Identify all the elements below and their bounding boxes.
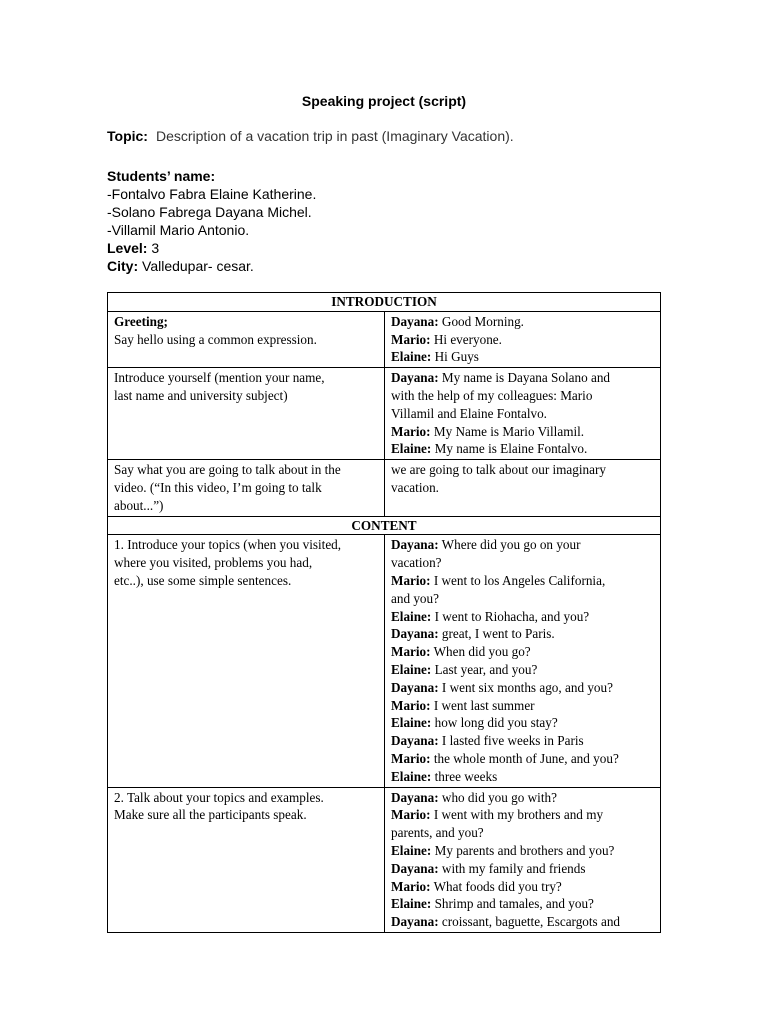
student-info xyxy=(107,167,316,275)
level-value: 3 xyxy=(151,240,160,256)
speaker-name: Elaine: xyxy=(391,842,432,858)
dialogue-line xyxy=(391,625,654,643)
topic-value: Description of a vacation trip in past (Imaginary Vacation). xyxy=(155,128,514,144)
dialogue-cell xyxy=(385,368,661,460)
dialogue-line xyxy=(391,860,654,878)
speaker-name: Dayana: xyxy=(391,733,439,749)
speaker-name: Mario: xyxy=(391,423,431,439)
dialogue-line xyxy=(391,536,654,554)
dialogue-line xyxy=(391,348,654,366)
dialogue-text: vacation? xyxy=(391,555,442,571)
dialogue-line xyxy=(391,732,654,750)
dialogue-line xyxy=(391,679,654,697)
dialogue-line xyxy=(391,479,654,497)
dialogue-line xyxy=(391,572,654,590)
student-name: -Solano Fabrega Dayana Michel. xyxy=(107,204,312,220)
topic-line xyxy=(107,128,514,144)
speaker-name: Dayana: xyxy=(391,789,439,805)
speaker-name: Dayana: xyxy=(391,537,439,553)
speaker-name: Elaine: xyxy=(391,661,432,677)
dialogue-text: three weeks xyxy=(431,768,498,784)
dialogue-cell xyxy=(385,535,661,787)
dialogue-line xyxy=(391,554,654,572)
dialogue-text: Hi Guys xyxy=(431,349,479,365)
student-name: -Fontalvo Fabra Elaine Katherine. xyxy=(107,186,317,202)
dialogue-text: the whole month of June, and you? xyxy=(430,750,619,766)
dialogue-line xyxy=(391,768,654,786)
dialogue-line xyxy=(391,423,654,441)
speaker-name: Dayana: xyxy=(391,914,439,930)
dialogue-text: When did you go? xyxy=(430,644,531,660)
greeting-title: Greeting; xyxy=(114,313,168,329)
dialogue-text: My Name is Mario Villamil. xyxy=(430,423,585,439)
dialogue-text: great, I went to Paris. xyxy=(438,626,555,642)
prompt-text: last name and university subject) xyxy=(114,387,288,403)
speaker-name: Elaine: xyxy=(391,349,432,365)
table-row xyxy=(108,311,661,367)
dialogue-text: parents, and you? xyxy=(391,825,484,841)
speaker-name: Elaine: xyxy=(391,896,432,912)
dialogue-text: we are going to talk about our imaginary xyxy=(391,462,606,478)
speaker-name: Dayana: xyxy=(391,626,439,642)
prompt-text: Say hello using a common expression. xyxy=(114,331,317,347)
dialogue-text: What foods did you try? xyxy=(430,878,562,894)
dialogue-text: I went to Riohacha, and you? xyxy=(431,608,590,624)
dialogue-text: My parents and brothers and you? xyxy=(431,842,615,858)
speaker-name: Elaine: xyxy=(391,608,432,624)
dialogue-text: Good Morning. xyxy=(438,313,524,329)
prompt-text: etc..), use some simple sentences. xyxy=(114,572,292,588)
dialogue-cell xyxy=(385,460,661,516)
dialogue-text: with my family and friends xyxy=(438,860,586,876)
prompt-cell xyxy=(108,787,385,932)
dialogue-line xyxy=(391,387,654,405)
speaker-name: Dayana: xyxy=(391,313,439,329)
speaker-name: Mario: xyxy=(391,750,431,766)
dialogue-text: with the help of my colleagues: Mario xyxy=(391,387,593,403)
speaker-name: Dayana: xyxy=(391,679,439,695)
dialogue-line xyxy=(391,405,654,423)
prompt-text: Introduce yourself (mention your name, xyxy=(114,370,325,386)
dialogue-line xyxy=(391,878,654,896)
prompt-text: where you visited, problems you had, xyxy=(114,555,313,571)
dialogue-line xyxy=(391,824,654,842)
dialogue-line xyxy=(391,643,654,661)
table-row xyxy=(108,535,661,787)
dialogue-line xyxy=(391,895,654,913)
dialogue-text: My name is Dayana Solano and xyxy=(438,370,611,386)
level-line xyxy=(107,239,316,257)
speaker-name: Mario: xyxy=(391,807,431,823)
dialogue-line xyxy=(391,714,654,732)
prompt-text: 1. Introduce your topics (when you visited, xyxy=(114,537,342,553)
topic-label: Topic: xyxy=(107,128,148,144)
dialogue-text: Last year, and you? xyxy=(431,661,538,677)
prompt-text: video. (“In this video, I’m going to talk xyxy=(114,479,322,495)
dialogue-text: I went six months ago, and you? xyxy=(438,679,613,695)
dialogue-text: how long did you stay? xyxy=(431,715,558,731)
city-label: City: xyxy=(107,258,139,274)
speaker-name: Mario: xyxy=(391,697,431,713)
dialogue-line xyxy=(391,789,654,807)
dialogue-text: I went with my brothers and my xyxy=(430,807,604,823)
dialogue-line xyxy=(391,331,654,349)
prompt-cell xyxy=(108,311,385,367)
speaker-name: Elaine: xyxy=(391,441,432,457)
dialogue-text: who did you go with? xyxy=(438,789,557,805)
dialogue-text: vacation. xyxy=(391,479,439,495)
dialogue-line xyxy=(391,697,654,715)
dialogue-text: Hi everyone. xyxy=(430,331,502,347)
dialogue-line xyxy=(391,369,654,387)
prompt-text: Make sure all the participants speak. xyxy=(114,807,307,823)
students-label: Students’ name: xyxy=(107,168,216,184)
dialogue-text: My name is Elaine Fontalvo. xyxy=(431,441,588,457)
dialogue-text: Where did you go on your xyxy=(438,537,581,553)
speaker-name: Mario: xyxy=(391,572,431,588)
speaker-name: Mario: xyxy=(391,878,431,894)
speaker-name: Mario: xyxy=(391,331,431,347)
table-row xyxy=(108,460,661,516)
student-name: -Villamil Mario Antonio. xyxy=(107,222,250,238)
dialogue-line xyxy=(391,661,654,679)
dialogue-text: I lasted five weeks in Paris xyxy=(438,733,584,749)
prompt-text: 2. Talk about your topics and examples. xyxy=(114,789,324,805)
dialogue-text: I went last summer xyxy=(430,697,535,713)
dialogue-line xyxy=(391,461,654,479)
dialogue-cell xyxy=(385,311,661,367)
speaker-name: Dayana: xyxy=(391,860,439,876)
city-value: Valledupar- cesar. xyxy=(142,258,254,274)
dialogue-line xyxy=(391,313,654,331)
prompt-text: about...”) xyxy=(114,497,164,513)
dialogue-cell xyxy=(385,787,661,932)
script-table xyxy=(107,292,661,933)
dialogue-line xyxy=(391,806,654,824)
prompt-cell xyxy=(108,368,385,460)
dialogue-text: croissant, baguette, Escargots and xyxy=(438,914,621,930)
level-label: Level: xyxy=(107,240,148,256)
dialogue-line xyxy=(391,913,654,931)
dialogue-text: and you? xyxy=(391,590,439,606)
dialogue-line xyxy=(391,590,654,608)
dialogue-line xyxy=(391,608,654,626)
dialogue-text: Villamil and Elaine Fontalvo. xyxy=(391,405,547,421)
dialogue-line xyxy=(391,440,654,458)
dialogue-line xyxy=(391,750,654,768)
dialogue-line xyxy=(391,842,654,860)
dialogue-text: Shrimp and tamales, and you? xyxy=(431,896,594,912)
table-row xyxy=(108,787,661,932)
document-title: Speaking project (script) xyxy=(301,93,467,109)
speaker-name: Mario: xyxy=(391,644,431,660)
city-line xyxy=(107,257,316,275)
prompt-text: Say what you are going to talk about in the xyxy=(114,462,341,478)
speaker-name: Dayana: xyxy=(391,370,439,386)
dialogue-text: I went to los Angeles California, xyxy=(430,572,606,588)
prompt-cell xyxy=(108,460,385,516)
prompt-cell xyxy=(108,535,385,787)
table-row xyxy=(108,368,661,460)
speaker-name: Elaine: xyxy=(391,768,432,784)
introduction-header: INTRODUCTION xyxy=(108,293,661,312)
content-header: CONTENT xyxy=(108,516,661,535)
speaker-name: Elaine: xyxy=(391,715,432,731)
